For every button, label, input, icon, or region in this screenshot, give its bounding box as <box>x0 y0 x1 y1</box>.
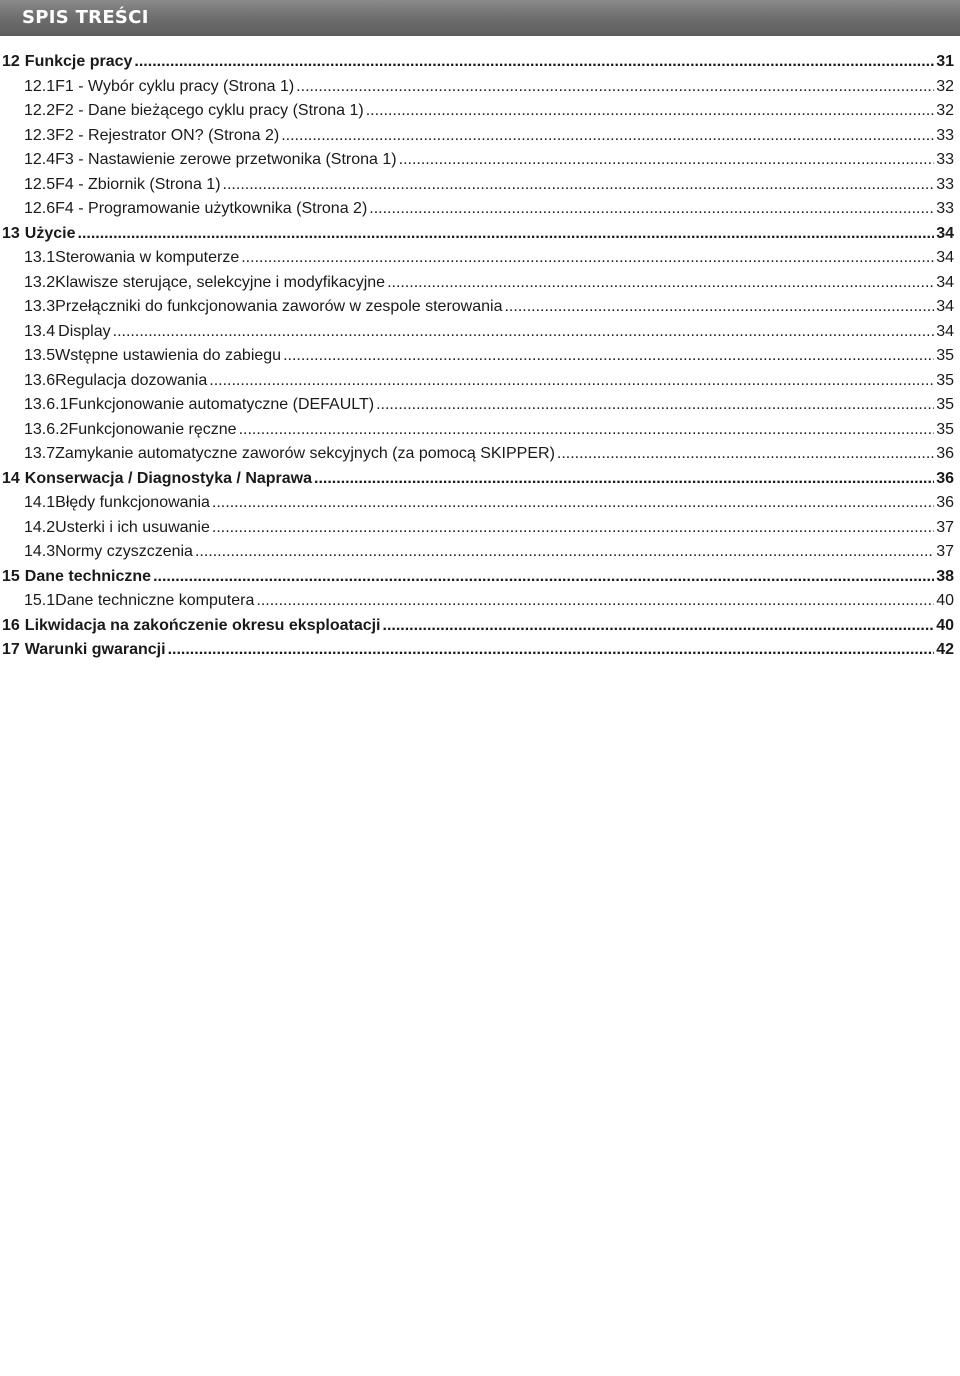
toc-entry-number: 12.5 <box>24 175 56 193</box>
toc-dot-leader <box>113 320 935 345</box>
toc-entry-title: F4 - Programowanie użytkownika (Strona 2) <box>55 200 368 217</box>
toc-entry-page: 32 <box>936 102 954 119</box>
toc-entry[interactable] <box>2 344 954 369</box>
toc-entry[interactable] <box>2 614 954 639</box>
toc-entry[interactable] <box>2 369 954 394</box>
toc-entry-title: F2 - Rejestrator ON? (Strona 2) <box>55 126 280 144</box>
toc-entry-page: 33 <box>936 175 954 193</box>
toc-entry-title: Warunki gwarancji <box>24 641 166 658</box>
toc-dot-leader <box>168 638 935 663</box>
toc-entry[interactable] <box>2 418 954 443</box>
toc-entry-title: F3 - Nastawienie zerowe przetwonika (Strona 1) <box>55 151 397 168</box>
toc-entry-title: Usterki i ich usuwanie <box>55 518 210 536</box>
toc-dot-leader <box>195 540 934 565</box>
toc-dot-leader <box>212 516 934 541</box>
toc-entry-number: 12.4 <box>24 151 56 168</box>
toc-entry-page: 32 <box>936 77 954 95</box>
toc-entry-title: Dane techniczne <box>24 567 152 585</box>
toc-entry[interactable] <box>2 540 954 565</box>
toc-dot-leader <box>134 50 934 75</box>
toc-entry[interactable] <box>2 173 954 198</box>
toc-entry-page: 33 <box>936 151 954 168</box>
toc-dot-leader <box>239 418 935 443</box>
toc-entry[interactable] <box>2 99 954 124</box>
toc-entry-title: Funkcjonowanie automatyczne (DEFAULT) <box>68 396 375 413</box>
toc-entry-page: 34 <box>936 273 954 291</box>
toc-entry[interactable] <box>2 124 954 149</box>
toc-entry-number: 13.6.2 <box>24 420 69 438</box>
toc-entry-number: 13.4 <box>24 322 56 340</box>
toc-dot-leader <box>212 491 934 516</box>
toc-dot-leader <box>387 271 934 296</box>
toc-entry-page: 35 <box>936 347 954 364</box>
toc-entry-number: 14 <box>2 469 20 487</box>
toc-entry-title: F2 - Dane bieżącego cyklu pracy (Strona 1) <box>55 102 364 119</box>
toc-entry-title: Zamykanie automatyczne zaworów sekcyjnych (za pomocą SKIPPER) <box>55 445 555 462</box>
toc-entry-page: 36 <box>936 494 954 511</box>
toc-entry-number: 13 <box>2 224 20 242</box>
toc-entry-number: 17 <box>2 641 20 658</box>
toc-entry-number: 13.6 <box>24 371 56 389</box>
toc-entry-page: 38 <box>936 567 954 585</box>
toc-dot-leader <box>78 222 935 247</box>
toc-entry-number: 13.6.1 <box>24 396 69 413</box>
toc-entry-title: Sterowania w komputerze <box>55 249 240 266</box>
toc-dot-leader <box>557 442 934 467</box>
toc-dot-leader <box>383 614 935 639</box>
toc-entry-title: Regulacja dozowania <box>55 371 208 389</box>
toc-entry-page: 37 <box>936 543 954 560</box>
page-title: SPIS TREŚCI <box>22 7 149 28</box>
toc-dot-leader <box>369 197 934 222</box>
toc-entry-page: 36 <box>936 445 954 462</box>
toc-entry[interactable] <box>2 246 954 271</box>
toc-entry[interactable] <box>2 393 954 418</box>
toc-entry[interactable] <box>2 638 954 663</box>
toc-entry[interactable] <box>2 320 954 345</box>
toc-entry-number: 12.2 <box>24 102 56 119</box>
toc-entry-page: 34 <box>936 249 954 266</box>
toc-entry-title: Przełączniki do funkcjonowania zaworów w zespole sterowania <box>55 298 503 315</box>
toc-entry[interactable] <box>2 271 954 296</box>
toc-entry[interactable] <box>2 589 954 614</box>
toc-dot-leader <box>366 99 934 124</box>
toc-entry-title: Display <box>58 322 111 340</box>
toc-dot-leader <box>209 369 934 394</box>
toc-dot-leader <box>256 589 934 614</box>
toc-entry[interactable] <box>2 197 954 222</box>
toc-dot-leader <box>399 148 935 173</box>
toc-entry[interactable] <box>2 222 954 247</box>
toc-entry-title: Funkcje pracy <box>24 53 133 70</box>
toc-entry-page: 34 <box>936 298 954 315</box>
toc-entry-title: Użycie <box>24 224 76 242</box>
toc-dot-leader <box>223 173 935 198</box>
toc-entry-page: 35 <box>936 420 954 438</box>
toc-dot-leader <box>241 246 934 271</box>
toc-entry-title: Wstępne ustawienia do zabiegu <box>55 347 282 364</box>
toc-entry-number: 16 <box>2 616 20 634</box>
header-bar <box>0 0 960 36</box>
toc-entry[interactable] <box>2 75 954 100</box>
toc-entry-number: 13.2 <box>24 273 56 291</box>
toc-entry-title: F1 - Wybór cyklu pracy (Strona 1) <box>55 77 295 95</box>
toc-entry-title: Normy czyszczenia <box>55 543 193 560</box>
toc-entry-number: 15.1 <box>24 592 56 609</box>
toc-entry[interactable] <box>2 516 954 541</box>
toc-entry-title: Dane techniczne komputera <box>55 592 255 609</box>
toc-entry-page: 35 <box>936 396 954 413</box>
toc-entry-page: 40 <box>936 592 954 609</box>
toc-entry-page: 37 <box>936 518 954 536</box>
toc-entry-number: 13.1 <box>24 249 56 266</box>
toc-entry-number: 13.3 <box>24 298 56 315</box>
toc-entry[interactable] <box>2 491 954 516</box>
toc-entry-number: 14.1 <box>24 494 56 511</box>
toc-entry-title: Funkcjonowanie ręczne <box>68 420 237 438</box>
toc-entry[interactable] <box>2 467 954 492</box>
toc-entry-number: 12.6 <box>24 200 56 217</box>
toc-entry-number: 14.3 <box>24 543 56 560</box>
table-of-contents <box>2 50 954 663</box>
toc-entry-title: Likwidacja na zakończenie okresu eksploatacji <box>24 616 381 634</box>
toc-entry-number: 12.3 <box>24 126 56 144</box>
toc-entry-title: Klawisze sterujące, selekcyjne i modyfikacyjne <box>55 273 386 291</box>
toc-dot-leader <box>296 75 934 100</box>
toc-entry-page: 35 <box>936 371 954 389</box>
toc-entry[interactable] <box>2 565 954 590</box>
toc-entry-number: 13.7 <box>24 445 56 462</box>
toc-entry-page: 40 <box>936 616 954 634</box>
toc-entry[interactable] <box>2 148 954 173</box>
toc-entry-number: 14.2 <box>24 518 56 536</box>
toc-dot-leader <box>376 393 934 418</box>
toc-entry-page: 33 <box>936 126 954 144</box>
toc-dot-leader <box>153 565 934 590</box>
toc-entry[interactable] <box>2 295 954 320</box>
toc-entry[interactable] <box>2 442 954 467</box>
toc-entry-page: 34 <box>936 322 954 340</box>
toc-entry-page: 33 <box>936 200 954 217</box>
toc-entry-title: Konserwacja / Diagnostyka / Naprawa <box>24 469 313 487</box>
toc-dot-leader <box>314 467 934 492</box>
toc-entry-page: 42 <box>936 641 954 658</box>
toc-entry-page: 36 <box>936 469 954 487</box>
toc-entry-title: Błędy funkcjonowania <box>55 494 210 511</box>
toc-dot-leader <box>281 124 934 149</box>
toc-entry-number: 15 <box>2 567 20 585</box>
toc-entry-page: 31 <box>936 53 954 70</box>
toc-dot-leader <box>283 344 934 369</box>
toc-entry[interactable] <box>2 50 954 75</box>
toc-entry-number: 12 <box>2 53 20 70</box>
toc-entry-page: 34 <box>936 224 954 242</box>
toc-dot-leader <box>504 295 934 320</box>
toc-entry-number: 13.5 <box>24 347 56 364</box>
toc-entry-number: 12.1 <box>24 77 56 95</box>
toc-entry-title: F4 - Zbiornik (Strona 1) <box>55 175 221 193</box>
